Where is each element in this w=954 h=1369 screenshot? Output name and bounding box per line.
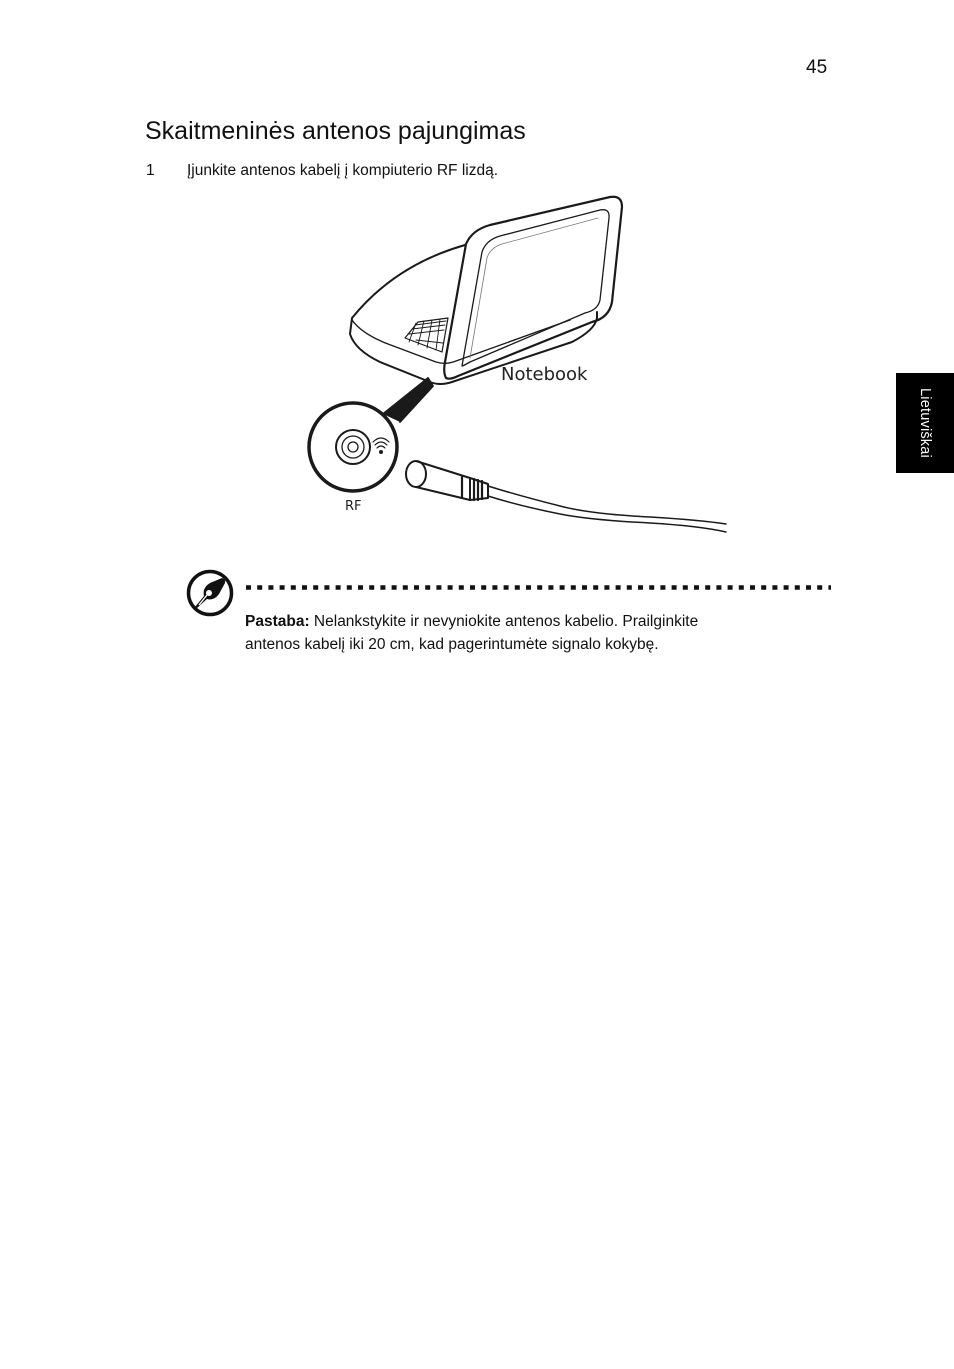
notebook-label: Notebook bbox=[501, 364, 588, 385]
step-text: Įjunkite antenos kabelį į kompiuterio RF lizdą. bbox=[187, 162, 499, 179]
notebook-icon bbox=[350, 197, 622, 384]
language-side-tab bbox=[896, 373, 954, 473]
note-divider bbox=[246, 585, 831, 590]
callout-connector bbox=[383, 378, 433, 422]
antenna-cable-icon bbox=[406, 461, 726, 532]
note-text bbox=[245, 610, 835, 656]
note-pen-icon bbox=[186, 569, 234, 617]
note-line-2: antenos kabelį iki 20 cm, kad pagerintumėte signalo kokybę. bbox=[245, 636, 659, 653]
note-label: Pastaba: bbox=[245, 613, 310, 630]
note-line-1: Nelankstykite ir nevyniokite antenos kabelio. Prailginkite bbox=[309, 613, 699, 630]
page-title: Skaitmeninės antenos pajungimas bbox=[145, 117, 526, 145]
language-side-tab-label: Lietuviškai bbox=[917, 388, 933, 458]
rf-label: RF bbox=[345, 499, 362, 514]
step-number: 1 bbox=[146, 162, 155, 179]
page-number: 45 bbox=[806, 57, 828, 78]
step-item bbox=[146, 162, 498, 180]
